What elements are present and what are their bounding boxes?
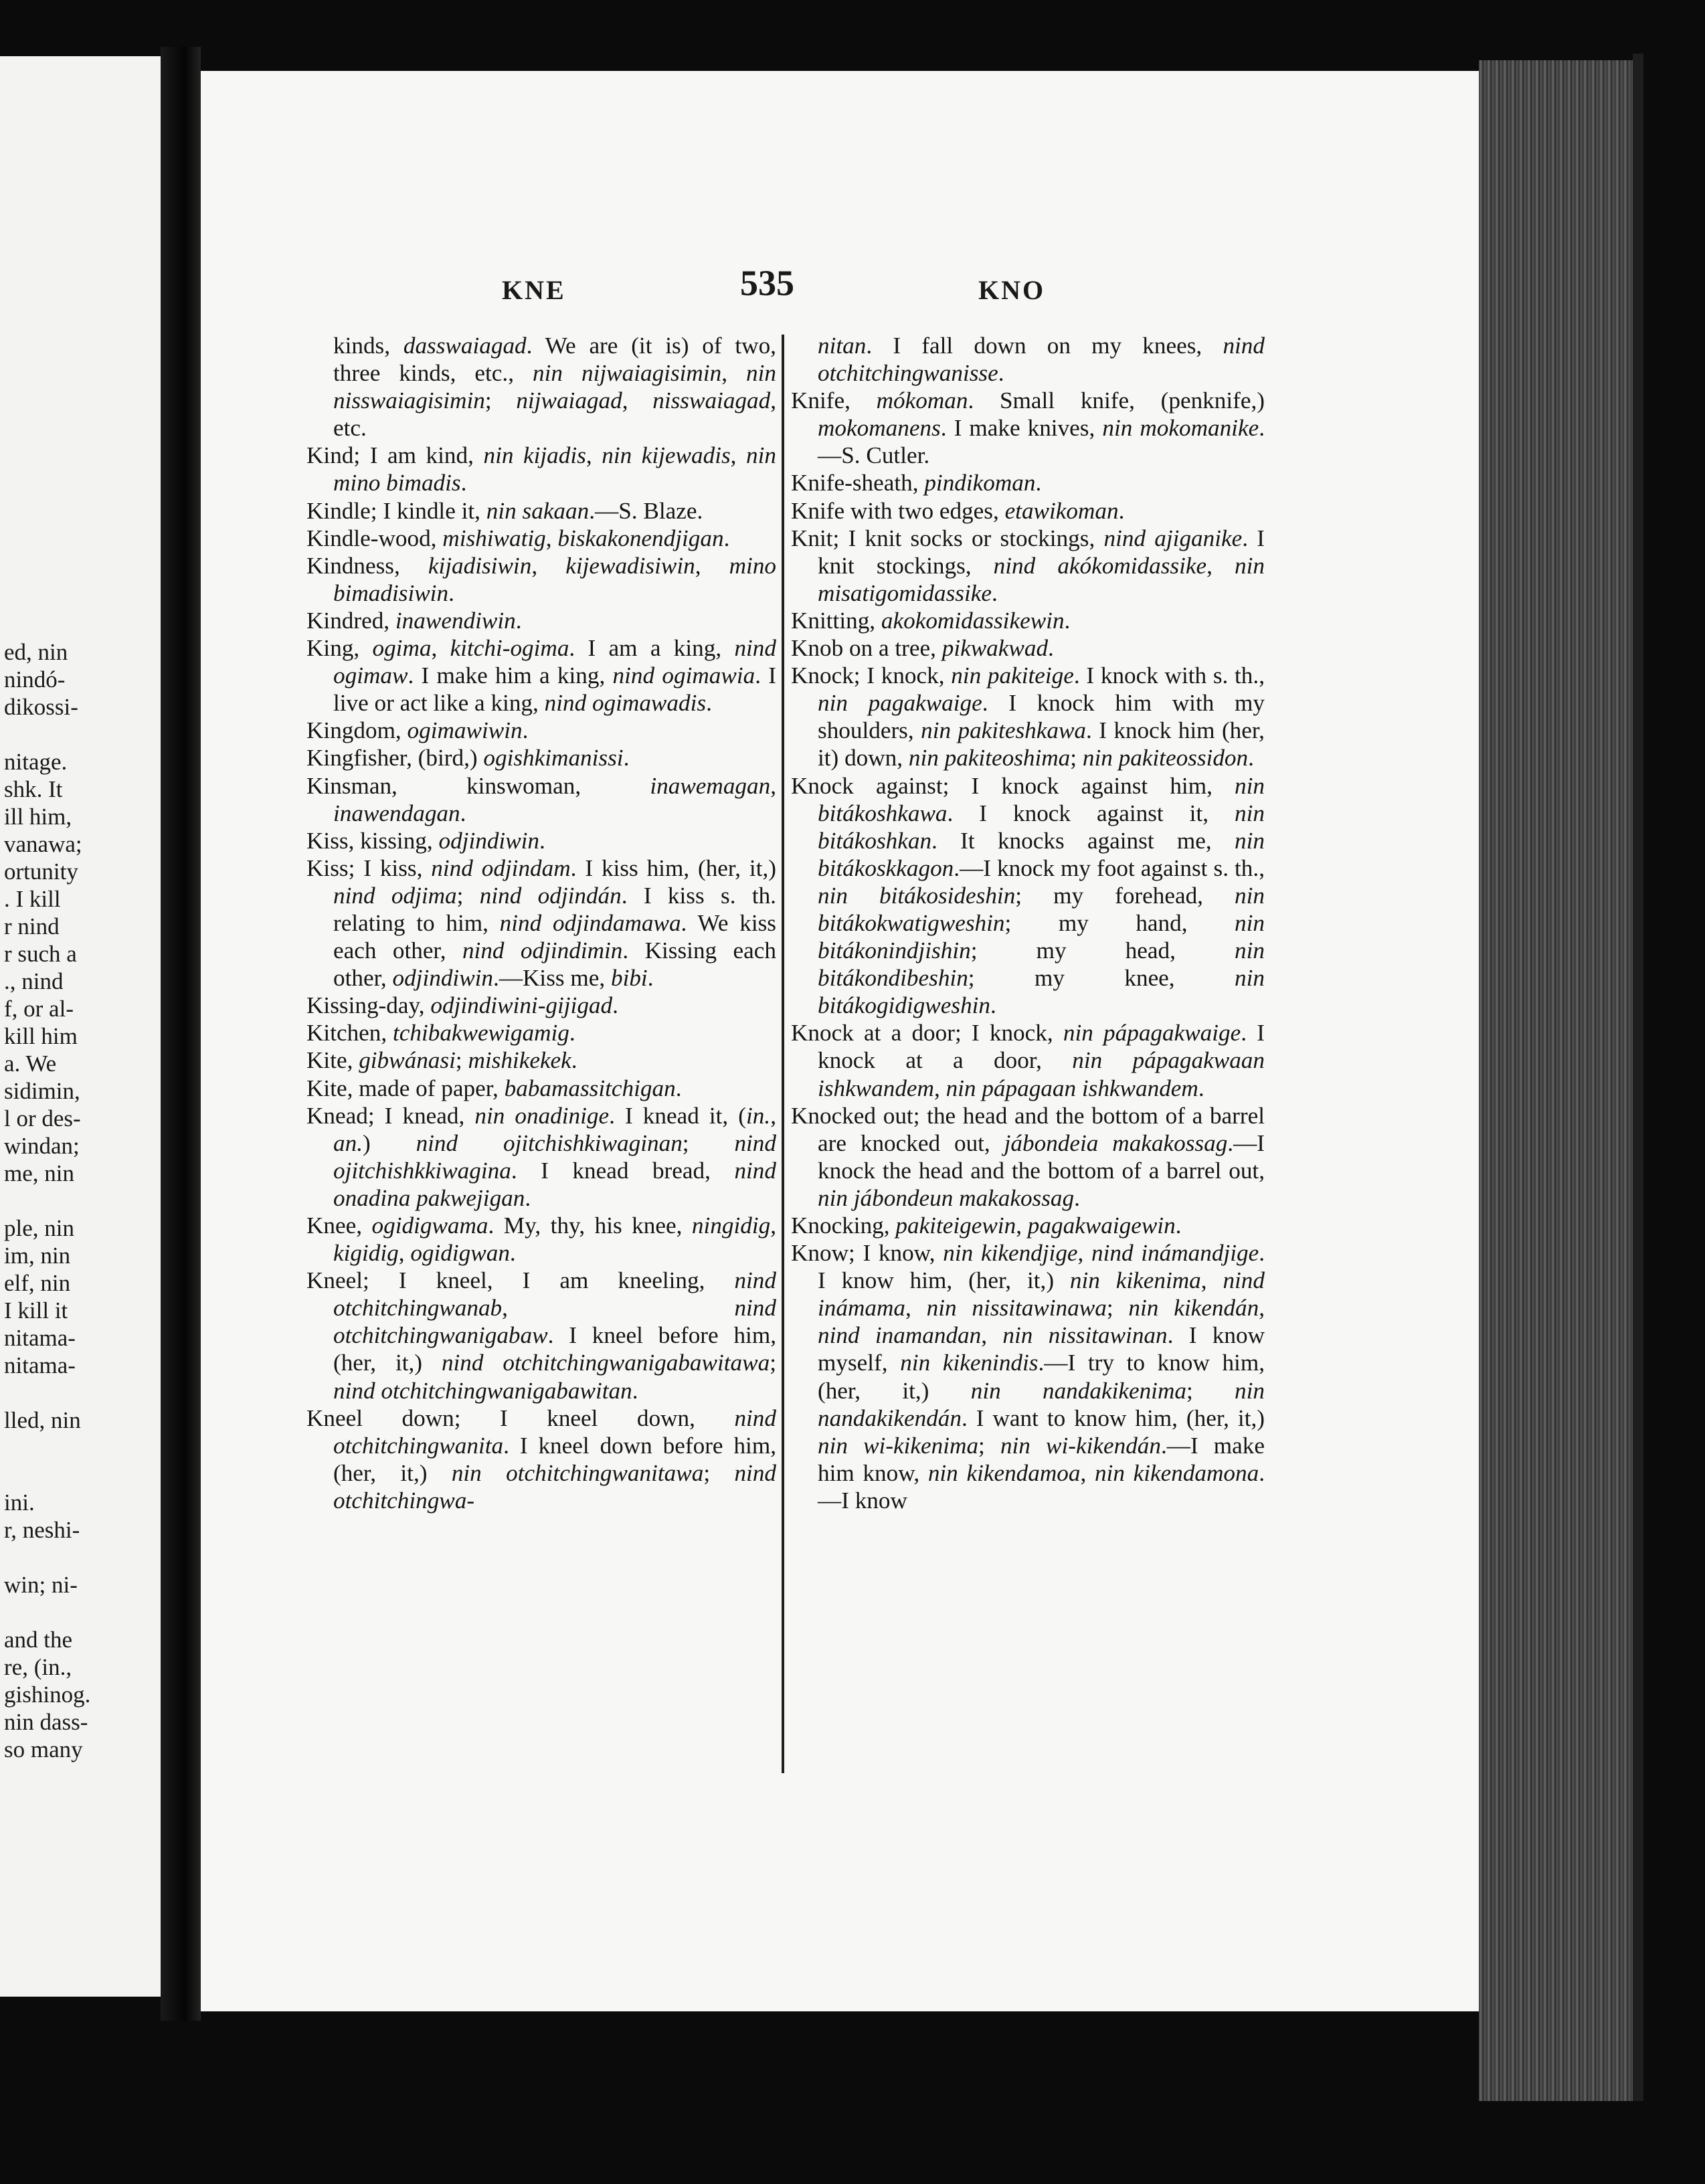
previous-page-line: r nind [4,913,60,939]
previous-page-line: f, or al- [4,996,74,1022]
previous-page-line: gishinog. [4,1681,91,1708]
dictionary-entry: Kind; I am kind, nin kijadis, nin kijewadis, nin mino bimadis. [306,442,777,496]
previous-page-line: vanawa; [4,831,82,857]
dictionary-entry: Knife with two edges, etawikoman. [791,497,1125,524]
dictionary-entry: Knock against; I knock against him, nin bitákoshkawa. I knock against it, nin bitákoshkan. It knocks against me, nin bitákoskkagon.—I knock my foot against s. th., nin bitákosideshin; my forehead, nin bitákokwatigweshin; my hand, nin bitákonindjishin; my head, nin bitákondibeshin; my knee, nin bitákogidigweshin. [791,772,1265,1019]
dictionary-entry: Knock at a door; I knock, nin pápagakwaige. I knock at a door, nin pápagakwaan ishkwandem, nin pápagaan ishkwandem. [791,1020,1265,1101]
previous-page-line: dikossi- [4,694,78,720]
dictionary-entry: Kingdom, ogimawiwin. [306,717,529,744]
previous-page-line: r such a [4,941,77,967]
previous-page-line: ortunity [4,858,78,885]
dictionary-entry: Kissing-day, odjindiwini-gijigad. [306,992,618,1019]
dictionary-entry: Knife, mókoman. Small knife, (penknife,) mokomanens. I make knives, nin mokomanike.—S. Cutler. [791,387,1265,469]
dictionary-entry: Knit; I knit socks or stockings, nind ajiganike. I knit stockings, nind akókomidassike, nin misatigomidassike. [791,525,1265,606]
right-column [791,332,1265,1514]
previous-page-line [0,1434,161,1461]
previous-page-line [0,1544,161,1571]
left-guide-word: KNE [502,275,566,305]
dictionary-entry: Kneel down; I kneel down, nind otchitchingwanita. I kneel down before him, (her, it,) nin otchitchingwanitawa; nind otchitchingwa- [306,1404,777,1514]
dictionary-entry: Kneel; I kneel, I am kneeling, nind otchitchingwanab, nind otchitchingwanigabaw. I kneel before him, (her, it,) nind otchitchingwanigabawitawa; nind otchitchingwanigabawitan. [306,1267,776,1404]
previous-page [0,56,161,1997]
previous-page-line: nitama- [4,1352,76,1378]
previous-page-line: ., nind [4,968,64,994]
dictionary-entry: Knee, ogidigwama. My, thy, his knee, ningidig, kigidig, ogidigwan. [306,1212,776,1267]
right-guide-word: KNO [978,275,1046,305]
previous-page-line: elf, nin [4,1270,71,1296]
dictionary-entry: Knitting, akokomidassikewin. [791,607,1071,634]
previous-page-line: nitama- [4,1325,76,1351]
dictionary-entry: kinds, dasswaiagad. We are (it is) of two, three kinds, etc., nin nijwaiagisimin, nin nisswaiagisimin; nijwaiagad, nisswaiagad, etc. [333,333,777,442]
dictionary-entry: Kindle; I kindle it, nin sakaan.—S. Blaze. [306,497,703,524]
dictionary-entry: Kinsman, kinswoman, inawemagan, inawendagan. [306,772,776,826]
previous-page-line [0,721,161,748]
previous-page-line [0,1379,161,1406]
book-cover-edge [1633,54,1643,2101]
previous-page-line [0,1599,161,1626]
dictionary-entry: Kitchen, tchibakwewigamig. [306,1020,575,1046]
previous-page-line [0,1187,161,1214]
dictionary-entry: nitan. I fall down on my knees, nind otchitchingwanisse. [818,333,1265,387]
dictionary-entry: Kiss, kissing, odjindiwin. [306,827,545,854]
previous-page-line: so many [4,1736,83,1762]
dictionary-entry: Know; I know, nin kikendjige, nind inámandjige. I know him, (her, it,) nin kikenima, nind inámama, nin nissitawinawa; nin kikendán, nind inamandan, nin nissitawinan. I know myself, nin kikenindis.—I try to know him, (her, it,) nin nandakikenima; nin nandakikendán. I want to know him, (her, it,) nin wi-kikenima; nin wi-kikendán.—I make him know, nin kikendamoa, nin kikendamona.—I know [791,1240,1265,1514]
dictionary-entry: Knife-sheath, pindikoman. [791,470,1042,496]
dictionary-entry: King, ogima, kitchi-ogima. I am a king, nind ogimaw. I make him a king, nind ogimawia. I live or act like a king, nind ogimawadis. [306,635,776,717]
dictionary-entry: Kindred, inawendiwin. [306,607,522,634]
previous-page-text [0,638,161,1763]
dictionary-entry: Kite, made of paper, babamassitchigan. [306,1075,682,1101]
column-divider [782,335,784,1773]
previous-page-line: re, (in., [4,1654,72,1680]
previous-page-line: sidimin, [4,1078,80,1104]
previous-page-line: and the [4,1627,73,1653]
left-column [306,332,776,1514]
dictionary-entry: Knocked out; the head and the bottom of a barrel are knocked out, jábondeia makakossag.—I knock the head and the bottom of a barrel out, nin jábondeun makakossag. [791,1102,1265,1211]
previous-page-line: ill him, [4,804,72,830]
previous-page-line: shk. It [4,776,63,802]
previous-page-line: l or des- [4,1105,81,1131]
previous-page-line: a. We [4,1051,57,1077]
previous-page-line: . I kill [4,886,61,912]
previous-page-line: lled, nin [4,1407,81,1433]
dictionary-entry: Knead; I knead, nin onadinige. I knead it, (in., an.) nind ojitchishkiwaginan; nind ojitchishkkiwagina. I knead bread, nind onadina pakwejigan. [306,1102,776,1211]
book-gutter [161,47,201,2021]
previous-page-line: win; ni- [4,1572,78,1598]
previous-page-line: ed, nin [4,639,68,665]
dictionary-entry: Kiss; I kiss, nind odjindam. I kiss him, (her, it,) nind odjima; nind odjindán. I kiss s. th. relating to him, nind odjindamawa. We kiss each other, nind odjindimin. Kissing each other, odjindiwin.—Kiss me, bibi. [306,854,776,992]
dictionary-entry: Kindle-wood, mishiwatig, biskakonendjigan. [306,525,730,551]
previous-page-line: kill him [4,1023,78,1049]
previous-page-line: im, nin [4,1243,71,1269]
previous-page-line: nindó- [4,666,66,693]
dictionary-entry: Knocking, pakiteigewin, pagakwaigewin. [791,1212,1182,1239]
previous-page-line: r, neshi- [4,1517,80,1543]
previous-page-line [0,1461,161,1489]
previous-page-line: ple, nin [4,1215,74,1241]
dictionary-entry: Kingfisher, (bird,) ogishkimanissi. [306,745,630,771]
dictionary-entry: Knob on a tree, pikwakwad. [791,635,1054,662]
page-block-edge [1479,60,1633,2101]
previous-page-line: windan; [4,1133,80,1159]
dictionary-entry: Knock; I knock, nin pakiteige. I knock with s. th., nin pagakwaige. I knock him with my shoulders, nin pakiteshkawa. I knock him (her, it) down, nin pakiteoshima; nin pakiteossidon. [791,662,1265,771]
dictionary-entry: Kite, gibwánasi; mishikekek. [306,1047,577,1074]
previous-page-line: I kill it [4,1297,68,1324]
previous-page-line: me, nin [4,1160,74,1186]
previous-page-line: nitage. [4,749,68,775]
page-number: 535 [740,263,794,303]
dictionary-entry: Kindness, kijadisiwin, kijewadisiwin, mino bimadisiwin. [306,552,776,606]
previous-page-line: ini. [4,1489,35,1516]
previous-page-line: nin dass- [4,1709,88,1735]
